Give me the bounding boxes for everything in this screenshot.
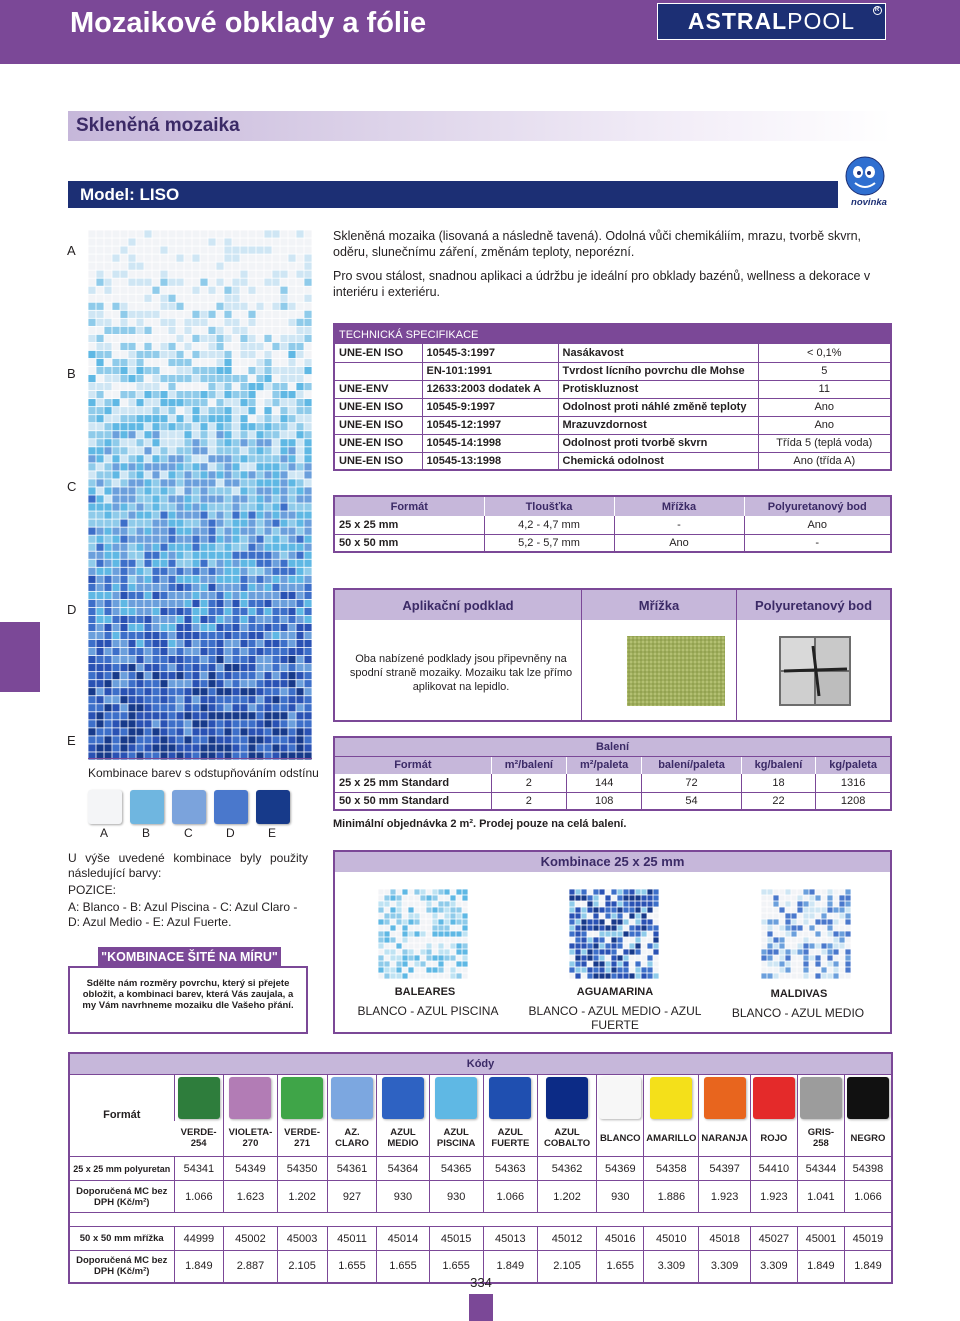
code-cell: 45003 xyxy=(277,1227,327,1251)
spec-row xyxy=(334,434,891,452)
format-cell: 50 x 50 mm xyxy=(339,536,399,549)
format-cell: - xyxy=(614,516,744,534)
code-cell: 54410 xyxy=(750,1157,797,1181)
code-cell: 1.066 xyxy=(844,1181,892,1213)
spec-cell: UNE-EN ISO xyxy=(334,398,422,416)
packaging-cell: 18 xyxy=(741,774,816,792)
spec-cell: UNE-ENV xyxy=(334,380,422,398)
gradient-mosaic-image xyxy=(88,230,312,760)
color-name: AZUL FUERTE xyxy=(483,1121,537,1157)
packaging-cell: 54 xyxy=(642,792,741,810)
custom-combination-title: "KOMBINACE ŠITÉ NA MÍRU" xyxy=(98,947,281,967)
code-cell: 45016 xyxy=(597,1227,644,1251)
spec-cell: UNE-EN ISO xyxy=(334,344,422,362)
used-colors-text: U výše uvedené kombinace byly použity následující barvy: POZICE: A: Blanco - B: Azul Piscina - C: Azul Claro - D: Azul Medio - E: Azul Fuerte. xyxy=(68,851,308,929)
swatch-letter: E xyxy=(268,826,277,840)
color-chip xyxy=(546,1077,588,1119)
mrizka-header: Mřížka xyxy=(582,590,736,620)
header-bar xyxy=(0,0,960,64)
swatch-letter: A xyxy=(100,826,109,840)
custom-combination-box xyxy=(68,966,308,1034)
swatch-letter: C xyxy=(184,826,193,840)
color-chip xyxy=(753,1077,795,1119)
spec-cell: Ano (třída A) xyxy=(758,452,891,470)
combination-colors: BLANCO - AZUL MEDIO xyxy=(731,1006,865,1020)
packaging-cell: 50 x 50 mm Standard xyxy=(339,794,450,807)
code-cell: 1.886 xyxy=(644,1181,699,1213)
color-chip xyxy=(229,1077,271,1119)
model-label: Model: LISO xyxy=(80,185,180,204)
color-name: AZUL MEDIO xyxy=(377,1121,429,1157)
codes-format-label: Formát xyxy=(69,1074,174,1157)
page-number: 334 xyxy=(470,1275,492,1290)
spec-cell: Třída 5 (teplá voda) xyxy=(758,434,891,452)
color-swatch xyxy=(88,790,122,824)
code-cell: 3.309 xyxy=(644,1251,699,1283)
code-cell: 54344 xyxy=(797,1157,844,1181)
application-text: Oba nabízené podklady jsou připevněny na spodní straně mozaiky. Mozaiku tak lze přímo aplikovat na lepidlo. xyxy=(349,653,573,693)
spec-cell: 10545-13:1998 xyxy=(422,452,558,470)
format-cell: Ano xyxy=(744,516,891,534)
spec-cell: Nasákavost xyxy=(558,344,758,362)
side-letter-b: B xyxy=(67,366,76,381)
spec-cell: 10545-3:1997 xyxy=(422,344,558,362)
color-chip xyxy=(704,1077,746,1119)
page-title: Mozaikové obklady a fólie xyxy=(70,7,427,39)
packaging-header: kg/balení xyxy=(741,756,816,774)
code-cell: 45014 xyxy=(377,1227,429,1251)
code-cell: 54365 xyxy=(429,1157,483,1181)
code-cell: 1.202 xyxy=(537,1181,596,1213)
format-row xyxy=(334,534,891,552)
code-cell: 1.849 xyxy=(174,1251,224,1283)
code-cell: 45018 xyxy=(699,1227,750,1251)
color-name: GRIS-258 xyxy=(797,1121,844,1157)
code-cell: 54369 xyxy=(597,1157,644,1181)
color-chip xyxy=(435,1077,477,1119)
side-letter-c: C xyxy=(67,479,77,494)
code-cell: 927 xyxy=(327,1181,377,1213)
code-cell: 1.849 xyxy=(483,1251,537,1283)
color-swatch xyxy=(256,790,290,824)
code-cell: 1.655 xyxy=(429,1251,483,1283)
aguamarina-mosaic-image xyxy=(569,889,659,979)
aplikacni-podklad-header: Aplikační podklad xyxy=(335,590,581,620)
spec-cell: 10545-14:1998 xyxy=(422,434,558,452)
combination-label: Kombinace barev s odstupňováním odstínu xyxy=(88,766,319,780)
spec-cell: Ano xyxy=(758,398,891,416)
spec-cell: Ano xyxy=(758,416,891,434)
registered-mark-icon: R xyxy=(874,7,881,13)
code-cell: 54362 xyxy=(537,1157,596,1181)
swatch-letter: D xyxy=(226,826,235,840)
color-name: AZUL COBALTO xyxy=(537,1121,596,1157)
polyurethane-dot-image xyxy=(779,636,851,706)
packaging-cell: 22 xyxy=(741,792,816,810)
color-swatch xyxy=(172,790,206,824)
code-cell: 45013 xyxy=(483,1227,537,1251)
novinka-badge-icon xyxy=(838,152,896,208)
section-title: Skleněná mozaika xyxy=(76,115,240,136)
mesh-header: Mřížka xyxy=(614,496,744,516)
packaging-header: m²/paleta xyxy=(567,756,642,774)
mesh-backing-image xyxy=(627,636,725,706)
polyuretan-header: Polyuretanový bod xyxy=(737,590,890,620)
packaging-header: Formát xyxy=(334,756,491,774)
packaging-cell: 108 xyxy=(567,792,642,810)
format-row xyxy=(334,516,891,534)
spec-cell: UNE-EN ISO xyxy=(339,454,404,467)
color-chip xyxy=(599,1077,641,1119)
packaging-header: balení/paleta xyxy=(642,756,741,774)
side-letter-a: A xyxy=(67,243,76,258)
maldivas-mosaic-image xyxy=(761,889,851,979)
code-cell: 2.105 xyxy=(277,1251,327,1283)
spec-cell xyxy=(334,362,422,380)
spec-cell: Protiskluznost xyxy=(558,380,758,398)
spec-cell: 12633:2003 dodatek A xyxy=(422,380,558,398)
color-chip xyxy=(178,1077,220,1119)
code-cell: 54397 xyxy=(699,1157,750,1181)
code-cell: 45001 xyxy=(797,1227,844,1251)
spec-row xyxy=(334,344,891,362)
spec-cell: 5 xyxy=(758,362,891,380)
intro-paragraph-1: Skleněná mozaika (lisovaná a následně tavená). Odolná vůči chemikáliím, mrazu, tvorbě skvrn, oděru, slunečnímu záření, změnám teploty, neporézní. xyxy=(333,229,862,259)
code-cell: 1.923 xyxy=(750,1181,797,1213)
combination-25-box xyxy=(333,850,892,1034)
spec-title: TECHNICKÁ SPECIFIKACE xyxy=(334,324,891,344)
spec-cell: UNE-EN ISO xyxy=(334,416,422,434)
codes-title: Kódy xyxy=(69,1053,892,1074)
swatch-letter: B xyxy=(142,826,151,840)
format-table xyxy=(333,495,892,553)
poly-header: Polyuretanový bod xyxy=(744,496,891,516)
color-chip xyxy=(650,1077,692,1119)
color-name: NARANJA xyxy=(699,1121,750,1157)
packaging-row xyxy=(334,774,891,792)
spec-cell: UNE-EN ISO xyxy=(334,434,422,452)
format-header: Formát xyxy=(334,496,484,516)
color-name: AZUL PISCINA xyxy=(429,1121,483,1157)
spec-cell: Odolnost proti náhlé změně teploty xyxy=(558,398,758,416)
code-cell: 1.849 xyxy=(797,1251,844,1283)
color-chip xyxy=(800,1077,842,1119)
format-cell: Ano xyxy=(614,534,744,552)
row-label: 25 x 25 mm polyuretan xyxy=(69,1157,174,1181)
color-name: VERDE-271 xyxy=(277,1121,327,1157)
color-chip xyxy=(331,1077,373,1119)
color-swatch xyxy=(214,790,248,824)
spec-row xyxy=(334,380,891,398)
code-cell: 54341 xyxy=(174,1157,224,1181)
code-cell: 54361 xyxy=(327,1157,377,1181)
code-cell: 44999 xyxy=(174,1227,224,1251)
color-swatch xyxy=(130,790,164,824)
code-cell: 54358 xyxy=(644,1157,699,1181)
color-chip xyxy=(281,1077,323,1119)
code-cell: 1.655 xyxy=(597,1251,644,1283)
minimum-order-text: Minimální objednávka 2 m². Prodej pouze na celá balení. xyxy=(333,818,627,830)
intro-paragraph-2: Pro svou stálost, snadnou aplikaci a údržbu je ideální pro obklady bazénů, wellness a dekorace v interiéru i exteriéru. xyxy=(333,269,871,299)
color-chip xyxy=(382,1077,424,1119)
color-name: ROJO xyxy=(750,1121,797,1157)
packaging-cell: 144 xyxy=(567,774,642,792)
side-letter-e: E xyxy=(67,733,76,748)
side-letter-d: D xyxy=(67,602,77,617)
code-cell: 1.655 xyxy=(327,1251,377,1283)
packaging-cell: 1316 xyxy=(816,774,891,792)
color-chip xyxy=(489,1077,531,1119)
spec-table xyxy=(333,323,892,471)
code-cell: 1.655 xyxy=(377,1251,429,1283)
color-name: BLANCO xyxy=(597,1121,644,1157)
codes-table xyxy=(68,1052,893,1284)
code-cell: 930 xyxy=(429,1181,483,1213)
format-cell: 25 x 25 mm xyxy=(334,516,484,534)
code-cell: 45011 xyxy=(327,1227,377,1251)
svg-text:novinka: novinka xyxy=(851,197,887,208)
packaging-cell: 2 xyxy=(491,792,566,810)
code-cell: 45019 xyxy=(844,1227,892,1251)
code-cell: 3.309 xyxy=(699,1251,750,1283)
code-cell: 3.309 xyxy=(750,1251,797,1283)
packaging-row xyxy=(334,792,891,810)
code-cell: 45015 xyxy=(429,1227,483,1251)
side-tab xyxy=(0,622,40,692)
section-title-bar xyxy=(68,111,893,141)
code-cell: 930 xyxy=(377,1181,429,1213)
spec-cell: < 0,1% xyxy=(758,344,891,362)
code-cell: 1.066 xyxy=(483,1181,537,1213)
code-cell: 2.105 xyxy=(537,1251,596,1283)
spec-cell: Tvrdost lícního povrchu dle Mohse xyxy=(558,362,758,380)
code-cell: 1.623 xyxy=(224,1181,277,1213)
spec-cell: 11 xyxy=(758,380,891,398)
code-cell: 930 xyxy=(597,1181,644,1213)
spec-row xyxy=(334,416,891,434)
code-cell: 1.066 xyxy=(174,1181,224,1213)
thickness-header: Tloušťka xyxy=(484,496,614,516)
model-bar xyxy=(68,181,838,208)
combination-colors: BLANCO - AZUL PISCINA xyxy=(357,1004,499,1018)
spec-row xyxy=(334,362,891,380)
spec-cell: 10545-9:1997 xyxy=(422,398,558,416)
code-cell: 54350 xyxy=(277,1157,327,1181)
packaging-title: Balení xyxy=(334,737,891,756)
color-name: AMARILLO xyxy=(644,1121,699,1157)
astralpool-logo: ASTRAL POOL R xyxy=(657,3,886,40)
custom-combination-text: Sdělte nám rozměry povrchu, který si přejete obložit, a kombinaci barev, která Vás zaujala, a my Vám navrhneme mozaiku dle Vašeho přání. xyxy=(82,978,294,1011)
spec-cell: Odolnost proti tvorbě skvrn xyxy=(558,434,758,452)
code-cell: 54349 xyxy=(224,1157,277,1181)
packaging-cell: 2 xyxy=(491,774,566,792)
packaging-header: m²/balení xyxy=(491,756,566,774)
spec-row xyxy=(334,452,891,470)
code-cell: 1.202 xyxy=(277,1181,327,1213)
color-name: AZ. CLARO xyxy=(327,1121,377,1157)
combination-name: BALEARES xyxy=(394,986,456,998)
code-cell: 1.849 xyxy=(844,1251,892,1283)
price-label: Doporučená MC bez DPH (Kč/m²) xyxy=(69,1181,174,1213)
combination-colors: BLANCO - AZUL MEDIO - AZUL FUERTE xyxy=(528,1004,702,1032)
combination-25-title: Kombinace 25 x 25 mm xyxy=(335,852,890,872)
color-name: VIOLETA-270 xyxy=(224,1121,277,1157)
spec-cell: 10545-12:1997 xyxy=(422,416,558,434)
packaging-header: kg/paleta xyxy=(816,756,891,774)
code-cell: 54363 xyxy=(483,1157,537,1181)
price-label: Doporučená MC bez DPH (Kč/m²) xyxy=(76,1255,168,1278)
application-box xyxy=(333,588,892,722)
packaging-cell: 72 xyxy=(642,774,741,792)
color-name: VERDE-254 xyxy=(174,1121,224,1157)
code-cell: 54398 xyxy=(844,1157,892,1181)
combination-name: AGUAMARINA xyxy=(576,986,654,998)
spec-cell: Chemická odolnost xyxy=(558,452,758,470)
color-chip xyxy=(847,1077,889,1119)
packaging-cell: 25 x 25 mm Standard xyxy=(334,774,491,792)
spec-cell: EN-101:1991 xyxy=(422,362,558,380)
format-cell: 4,2 - 4,7 mm xyxy=(484,516,614,534)
format-cell: - xyxy=(744,534,891,552)
code-cell: 45010 xyxy=(644,1227,699,1251)
row-label: 50 x 50 mm mřížka xyxy=(69,1227,174,1251)
baleares-mosaic-image xyxy=(378,889,468,979)
combination-name: MALDIVAS xyxy=(770,988,828,1000)
color-name: NEGRO xyxy=(844,1121,892,1157)
code-cell: 1.923 xyxy=(699,1181,750,1213)
packaging-table xyxy=(333,736,892,811)
spec-cell: Mrazuvzdornost xyxy=(558,416,758,434)
code-cell: 2.887 xyxy=(224,1251,277,1283)
code-cell: 45002 xyxy=(224,1227,277,1251)
code-cell: 54364 xyxy=(377,1157,429,1181)
code-cell: 45027 xyxy=(750,1227,797,1251)
code-cell: 45012 xyxy=(537,1227,596,1251)
packaging-cell: 1208 xyxy=(816,792,891,810)
page-tab xyxy=(469,1294,493,1321)
spec-row xyxy=(334,398,891,416)
code-cell: 1.041 xyxy=(797,1181,844,1213)
format-cell: 5,2 - 5,7 mm xyxy=(484,534,614,552)
